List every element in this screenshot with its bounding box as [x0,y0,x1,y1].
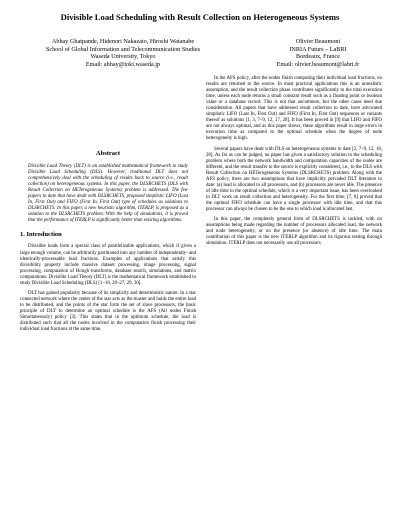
body-paragraph: In the AFS policy, after the nodes finish computing their individual load fractions, no results are returned to the source. In most practical applications this is an unrealistic assumption, and the result collection phase contributes significantly to the total execution time, unless each node returns a small constant result such as a floating point or boolean value or a database record. This is not that uncommon, but the other cases need due consideration. All papers that have addressed result collection to date, have advocated simplistic LIFO (Last In, First Out) and FIFO (First In, First Out) sequences or variants thereof as solutions [1, 3, 7–9, 12, 17, 28]. It has been proved in [9] that LIFO and FIFO are not always optimal, and as this paper shows, these algorithms result in large errors in execution time as compared to the optimal schedule when the degree of node heterogeneity is high. [206,76,382,142]
author-block-right [248,38,388,68]
intro-paragraph: Divisible loads form a special class of parallelizable applications, which if given a large enough volume, can be arbitrarily partitioned into any number of independently- and identically-processable load fractions. Examples of applications that satisfy this divisibility property include massive dataset processing, image processing, signal processing, computation of Hough transforms, database search, simulations, and matrix computations. Divisible Load Theory (DLT) is the mathematical framework established to study Divisible Load Scheduling (DLS) [1–18, 20–27, 29, 30]. [20,244,196,286]
abstract-heading: Abstract [95,150,121,157]
author-block-left [18,38,228,68]
author-city: Bordeaux, France [296,53,340,61]
author-names: Abhay Ghatpande, Hidenori Nakazato, Hiroshi Watanabe [51,38,195,45]
author-institute: INRIA Futurs – LaBRI [289,45,347,53]
author-school: School of Global Information and Telecommunication Studies [45,45,201,53]
author-names: Olivier Beaumont [295,38,341,45]
author-email[interactable]: Email: abhay@toki.waseda.jp [85,60,161,68]
right-column [206,76,382,247]
left-column [20,150,196,333]
body-paragraph: Several papers have dealt with DLS on heterogeneous systems to date [2, 7–9, 12, 18, 28]. As far as can be judged, no paper has given a satisfactory solution to the scheduling problem where both the network bandwidth and computation capacities of the nodes are different, and the result transfer to the source is explicitly considered, i.e., to the DLS with Result Collection on HETerogeneous Systems (DLSRCHETS) problem. Along with the AFS policy, there are two assumptions that have implicitly pervaded DLT literature to date: (a) load is allocated to all processors, and (b) processors are never idle. The presence of idle time in the optimal schedule, which is a very important issue, has been overlooked in DLT work on result collection and heterogeneity. For the first time, [7, 8] proved that the optimal FIFO schedule can have a single processor with idle time, and that this processor can always be chosen to be the one to which load is allocated last. [206,146,382,212]
intro-heading: 1. Introduction [20,231,62,239]
author-university: Waseda University, Tokyo [90,53,156,61]
paper-title: Divisible Load Scheduling with Result Collection on Heterogeneous Systems [60,12,340,22]
abstract-text: Divisible Load Theory (DLT) is an established mathematical framework to study Divisible Load Scheduling (DLS). However, traditional DLT does not comprehensively deal with the scheduling of results back to source (i.e., result collection) on heterogeneous systems. In this paper, the DLSRCHETS (DLS with Result Collection on HETerogeneous Systems) problem is addressed. The few papers to date that have dealt with DLSRCHETS, proposed simplistic LIFO (Last In, First Out) and FIFO (First In, First Out) type of schedules as solutions to DLSRCHETS. In this paper, a new heuristic algorithm, ITERLP, is proposed as a solution to the DLSRCHETS problem. With the help of simulations, it is proved that the performance of ITERLP is significantly better than existing algorithms. [28,164,188,224]
intro-paragraph: DLT has gained popularity because of its simplicity and deterministic nature. In a star connected network where the center of the star acts as the master and holds the entire load to be distributed, and the points of the star form the set of slave processors, the basic principle of DLT to determine an optimal schedule is the AFS (All nodes Finish Simultaneously) policy [3]. This states that in the optimum schedule, the load is distributed such that all the nodes involved in the computation finish processing their individual load fractions at the same time. [20,290,196,333]
body-paragraph: In this paper, the completely general form of DLSRCHETS is tackled, with no assumptions being made regarding the number of processors allocated load, the network and node heterogeneity, or on the presence (or absence) of idle time. The main contribution of this paper is the new ITERLP algorithm and its rigorous testing through simulation. ITERLP does not necessarily use all processors [206,217,382,247]
author-email[interactable]: Email: olivier.beaumont@labri.fr [276,60,360,68]
